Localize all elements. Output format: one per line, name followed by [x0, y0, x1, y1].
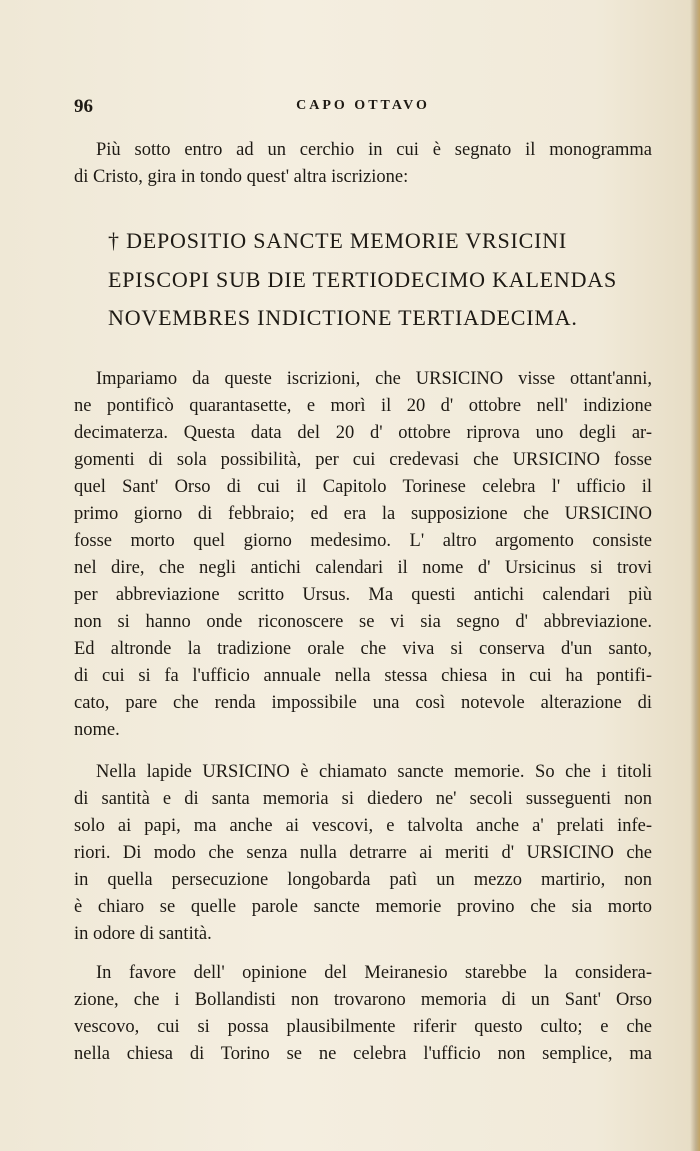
text-line: primo giorno di febbraio; ed era la supposizione che URSICINO [74, 504, 652, 524]
text-line: di Cristo, gira in tondo quest' altra iscrizione: [74, 167, 409, 187]
inscription-line: EPISCOPI SUB DIE TERTIODECIMO KALENDAS [108, 266, 618, 292]
text-line: in quella persecuzione longobarda patì un mezzo martirio, non [74, 870, 652, 890]
text-line: solo ai papi, ma anche ai vescovi, e talvolta anche a' prelati infe- [74, 816, 652, 836]
text-line: zione, che i Bollandisti non trovarono memoria di un Sant' Orso [74, 990, 652, 1010]
text-line: quel Sant' Orso di cui il Capitolo Torinese celebra l' ufficio il [74, 477, 652, 497]
text-line: Più sotto entro ad un cerchio in cui è segnato il monogramma [96, 140, 652, 160]
text-line: gomenti di sola possibilità, per cui credevasi che URSICINO fosse [74, 450, 652, 470]
page-header [74, 96, 652, 118]
inscription-block [108, 222, 628, 338]
page-edge [690, 0, 700, 1151]
text-line: di santità e di santa memoria si diedero ne' secoli susseguenti non [74, 789, 652, 809]
text-line: per abbreviazione scritto Ursus. Ma questi antichi calendari più [74, 585, 652, 605]
text-line: Ed altronde la tradizione orale che viva si conserva d'un santo, [74, 639, 652, 659]
text-line: è chiaro se quelle parole sancte memorie provino che sia morto [74, 897, 652, 917]
text-line: In favore dell' opinione del Meiranesio starebbe la considera- [96, 963, 652, 983]
text-line: nella chiesa di Torino se ne celebra l'ufficio non semplice, ma [74, 1044, 652, 1064]
text-line: di cui si fa l'ufficio annuale nella stessa chiesa in cui ha pontifi- [74, 666, 652, 686]
text-line: nome. [74, 720, 120, 740]
text-line: vescovo, cui si possa plausibilmente riferir questo culto; e che [74, 1017, 652, 1037]
intro-paragraph [74, 137, 652, 191]
inscription-line: † DEPOSITIO SANCTE MEMORIE VRSICINI [108, 228, 568, 253]
text-line: in odore di santità. [74, 924, 212, 944]
text-line: decimaterza. Questa data del 20 d' ottobre riprova uno degli ar- [74, 423, 652, 443]
page-number: 96 [74, 96, 93, 117]
text-line: ne pontificò quarantasette, e morì il 20 d' ottobre nell' indizione [74, 396, 652, 416]
paragraph-3 [74, 960, 652, 1068]
text-line: riori. Di modo che senza nulla detrarre ai meriti d' URSICINO che [74, 843, 652, 863]
text-line: fosse morto quel giorno medesimo. L' altro argomento consiste [74, 531, 652, 551]
text-line: nel dire, che negli antichi calendari il nome d' Ursicinus si trovi [74, 558, 652, 578]
text-line: cato, pare che renda impossibile una così notevole alterazione di [74, 693, 652, 713]
paragraph-1 [74, 366, 652, 744]
text-line: Nella lapide URSICINO è chiamato sancte memorie. So che i titoli [96, 762, 652, 782]
running-title: CAPO OTTAVO [296, 98, 430, 113]
inscription-line: NOVEMBRES INDICTIONE TERTIADECIMA. [108, 305, 578, 330]
paragraph-2 [74, 759, 652, 948]
text-line: Impariamo da queste iscrizioni, che URSICINO visse ottant'anni, [96, 369, 652, 389]
text-line: non si hanno onde riconoscere se vi sia segno d' abbreviazione. [74, 612, 652, 632]
